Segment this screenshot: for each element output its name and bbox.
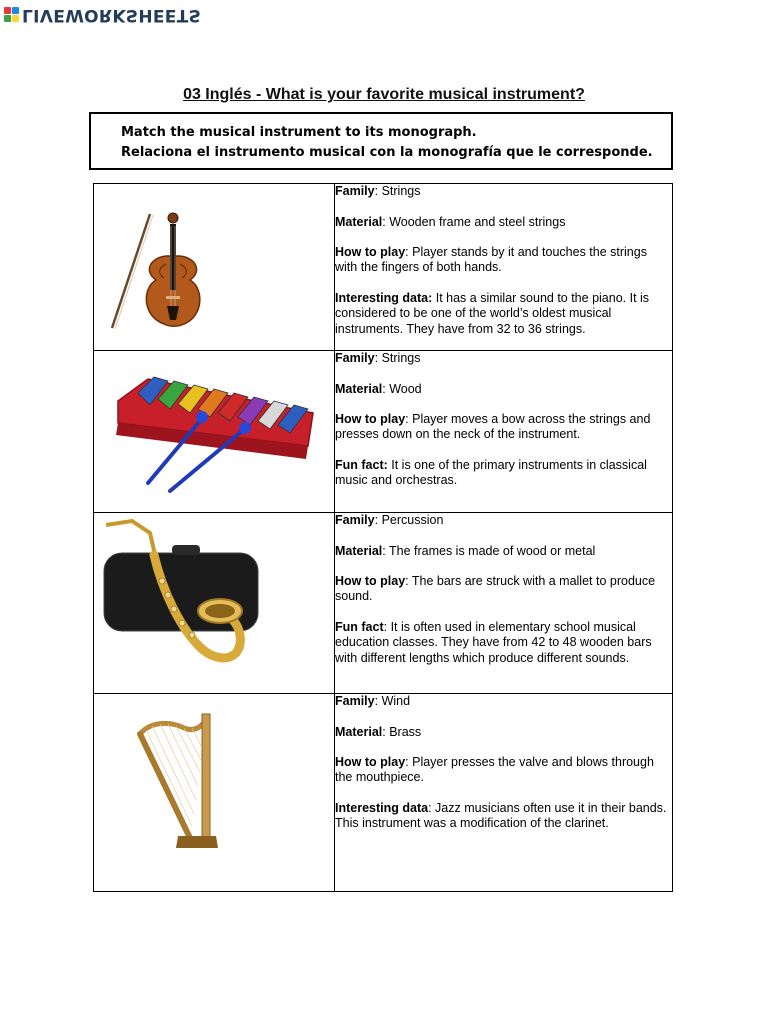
description-entry [335,291,672,337]
entry-label: Fun fact: [335,458,388,473]
table-row [94,694,673,892]
description-cell [335,184,673,351]
entry-label: Family [335,513,375,527]
description-entry [335,755,672,786]
description-entry [335,215,672,230]
xylophone-image [108,371,318,496]
entry-separator: : [382,543,389,558]
entry-label: Interesting data [335,801,429,816]
entry-text: Percussion [381,513,444,527]
logo-squares-icon [4,7,19,22]
entry-label: Family [335,184,375,198]
entry-text: Player presses the valve and blows through the mouthpiece. [335,755,654,785]
description-cell [335,513,673,694]
description-entry [335,694,672,709]
entry-label: How to play [335,755,406,770]
instruction-spanish: Relaciona el instrumento musical con la monografía que le corresponde. [121,145,653,160]
entry-text: It has a similar sound to the piano. It is considered to be one of the world’s oldest musical instruments. They have from 32 to 36 strings. [335,291,650,336]
entry-text: Jazz musicians often use it in their bands. This instrument was a modification of the clarinet. [335,801,667,831]
entry-label: How to play [335,412,406,427]
entry-separator: : [382,724,390,739]
entry-text: Wood [389,381,422,396]
entry-text: Player stands by it and touches the strings with the fingers of both hands. [335,245,647,275]
description-entry [335,245,672,276]
entry-label: Material [335,543,383,558]
entry-separator: : [382,214,390,229]
entry-separator: : [405,574,412,589]
entry-label: How to play [335,574,406,589]
entry-separator: : [405,245,413,260]
description-cell [335,694,673,892]
entry-label: Material [335,381,383,396]
entry-separator: : [374,694,382,708]
entry-text: Brass [389,724,422,739]
description-entry [335,513,672,528]
entry-separator: : [382,381,390,396]
entry-label: Family [335,694,375,708]
entry-label: Material [335,214,383,229]
entry-label: Material [335,724,383,739]
description-entry [335,412,672,443]
logo-text: LIVEWORKSHEETS [22,4,202,25]
description-entry [335,801,672,832]
table-row [94,184,673,351]
entry-text: The bars are struck with a mallet to produce sound. [335,574,656,604]
image-cell [94,694,335,892]
entry-text: It is often used in elementary school musical education classes. They have from 42 to 48 wooden bars with different lengths which produce different sounds. [335,620,652,665]
instructions-box [89,112,673,170]
description-entry [335,382,672,397]
violin-image [104,206,214,336]
entry-text: Strings [381,184,421,198]
image-cell [94,513,335,694]
entry-text: Wooden frame and steel strings [389,214,566,229]
liveworksheets-logo [4,4,201,24]
entry-separator: : [374,184,382,198]
entry-separator: : [374,513,382,527]
table-row [94,513,673,694]
entry-separator: : [374,351,382,365]
entry-label: Family [335,351,375,365]
harp-image [132,706,222,852]
entry-separator: : [405,412,413,427]
entry-text: Player moves a bow across the strings and presses down on the neck of the instrument. [335,412,651,442]
description-entry [335,574,672,605]
page-title: 03 Inglés - What is your favorite musical instrument? [183,86,585,103]
matching-table [93,183,673,892]
description-entry [335,725,672,740]
entry-label: Interesting data: [335,291,433,306]
description-entry [335,184,672,199]
description-entry [335,544,672,559]
image-cell [94,351,335,513]
entry-text: It is one of the primary instruments in classical music and orchestras. [335,458,647,488]
description-cell [335,351,673,513]
entry-text: Wind [381,694,411,708]
entry-separator: : [405,755,413,770]
description-entry [335,458,672,489]
table-row [94,351,673,513]
description-entry [335,351,672,366]
entry-label: How to play [335,245,406,260]
instruction-english: Match the musical instrument to its monograph. [121,125,477,140]
entry-text: Strings [381,351,421,365]
entry-separator: : [383,620,391,635]
saxophone-image [102,519,262,667]
entry-label: Fun fact [335,620,384,635]
entry-text: The frames is made of wood or metal [388,543,596,558]
entry-separator: : [428,801,436,816]
image-cell [94,184,335,351]
description-entry [335,620,672,666]
